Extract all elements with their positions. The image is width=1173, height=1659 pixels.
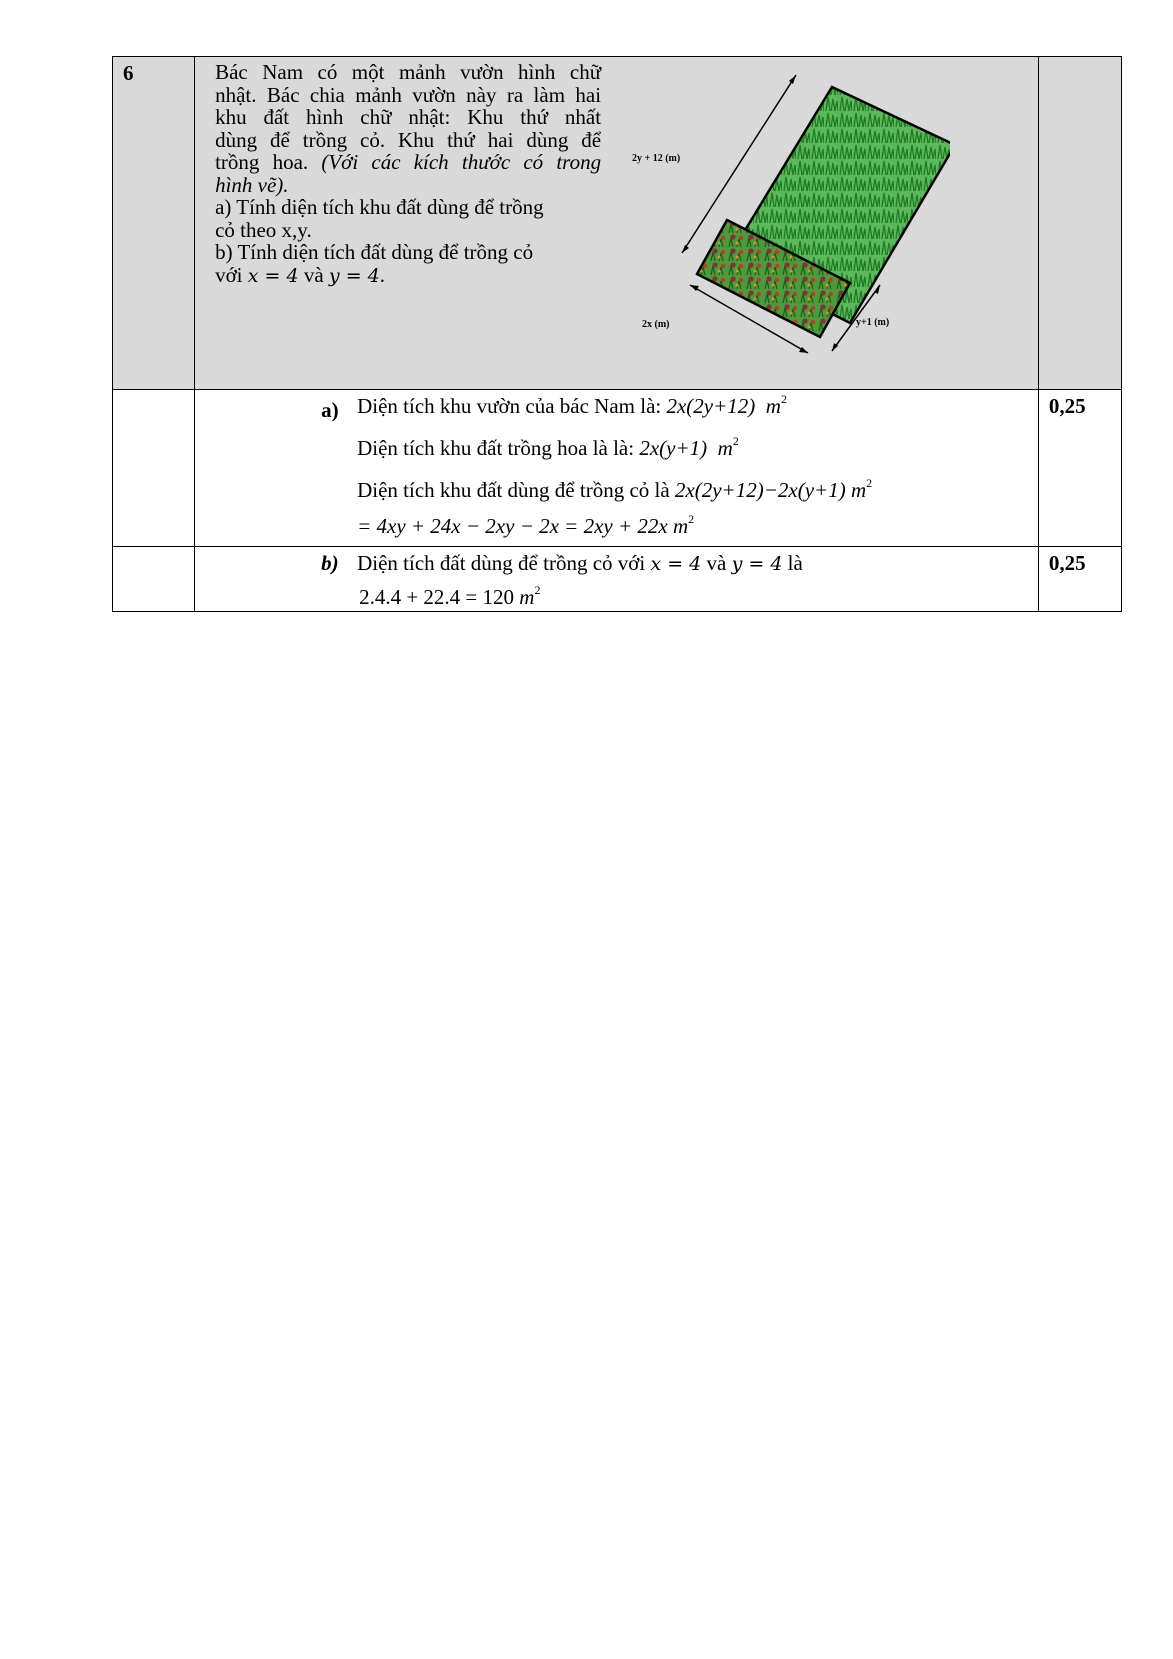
answer-b-line-1	[357, 551, 803, 576]
blank-cell	[113, 390, 195, 547]
long-side-label: 2y + 12 (m)	[632, 153, 681, 164]
garden-diagram	[620, 63, 950, 363]
unit: m	[717, 436, 733, 460]
answer-a-line-3-text: Diện tích khu đất dùng để trồng cỏ là	[357, 478, 675, 502]
unit-exponent: 2	[866, 476, 873, 490]
part-a-prompt: a) Tính diện tích khu đất dùng để trồng	[215, 195, 544, 219]
answer-b-cell	[195, 547, 1039, 612]
answer-b-row	[113, 547, 1122, 612]
question-line-plain: trồng hoa.	[215, 150, 322, 174]
question-line: dùng để trồng cỏ. Khu thứ hai dùng để	[215, 127, 602, 152]
answer-b-label: b)	[321, 551, 339, 575]
answer-a-line-1	[357, 394, 787, 419]
part-b-prompt: b) Tính diện tích đất dùng để trồng cỏ	[215, 240, 534, 264]
and-word: và	[701, 551, 732, 575]
flower-area-expr: 2x(y+1)	[639, 436, 708, 460]
part-b-prompt-cont	[215, 264, 601, 288]
blank-cell	[113, 547, 195, 612]
answer-b-line-1-end: là	[782, 551, 803, 575]
answer-a-line-2-text: Diện tích khu đất trồng hoa là là:	[357, 436, 640, 460]
answer-b-line-1-text: Diện tích đất dùng để trồng cỏ với	[357, 551, 651, 575]
answer-a-line-2	[357, 436, 739, 461]
score-cell-empty	[1038, 57, 1121, 390]
flower-side-label: y+1 (m)	[856, 317, 890, 328]
question-note-end: hình vẽ).	[215, 172, 289, 197]
unit: m	[850, 478, 867, 502]
total-area-expr: 2x(2y+12)	[666, 394, 756, 418]
answer-a-line-1-text: Diện tích khu vườn của bác Nam là:	[357, 394, 667, 418]
answer-key-table	[112, 56, 1122, 612]
question-line: khu đất hình chữ nhật: Khu thứ nhất	[215, 105, 602, 129]
part-a-prompt-cont: cỏ theo x,y.	[215, 217, 312, 242]
question-line	[215, 151, 601, 174]
period: .	[379, 262, 385, 287]
answer-a-cell	[195, 390, 1039, 547]
short-side-label: 2x (m)	[642, 319, 670, 330]
answer-b-line-2	[359, 585, 540, 610]
unit: m	[765, 394, 781, 418]
answer-a-label: a)	[321, 398, 339, 422]
unit-exponent: 2	[688, 512, 695, 526]
unit-exponent: 2	[534, 583, 541, 597]
unit-exponent: 2	[780, 392, 787, 406]
x-value: x = 4	[247, 264, 299, 287]
unit: m	[673, 514, 689, 538]
unit: m	[519, 585, 535, 609]
y-value: y = 4	[731, 553, 783, 575]
y-value: y = 4	[328, 264, 380, 287]
question-number: 6	[113, 57, 195, 390]
score-b: 0,25	[1038, 547, 1121, 612]
answer-a-line-3	[357, 478, 872, 503]
part-b-pre: với	[215, 262, 248, 287]
answer-a-line-4	[357, 514, 694, 539]
question-line: nhật. Bác chia mảnh vườn này ra làm hai	[215, 82, 602, 107]
answer-a-row	[113, 390, 1122, 547]
x-value: x = 4	[650, 553, 702, 575]
question-note: (Với các kích thước có trong	[321, 150, 602, 174]
grass-area-expr: 2x(2y+12)−2x(y+1)	[674, 478, 846, 502]
and-word: và	[298, 262, 329, 287]
question-line: Bác Nam có một mảnh vườn hình chữ	[215, 60, 602, 84]
simplified-expr: = 4xy + 24x − 2xy − 2x = 2xy + 22x	[357, 514, 668, 538]
score-a: 0,25	[1038, 390, 1121, 547]
result-expr: 2.4.4 + 22.4 = 120	[359, 585, 515, 609]
question-cell	[195, 57, 1039, 390]
question-row	[113, 57, 1122, 390]
unit-exponent: 2	[732, 434, 739, 448]
question-text	[215, 61, 601, 287]
